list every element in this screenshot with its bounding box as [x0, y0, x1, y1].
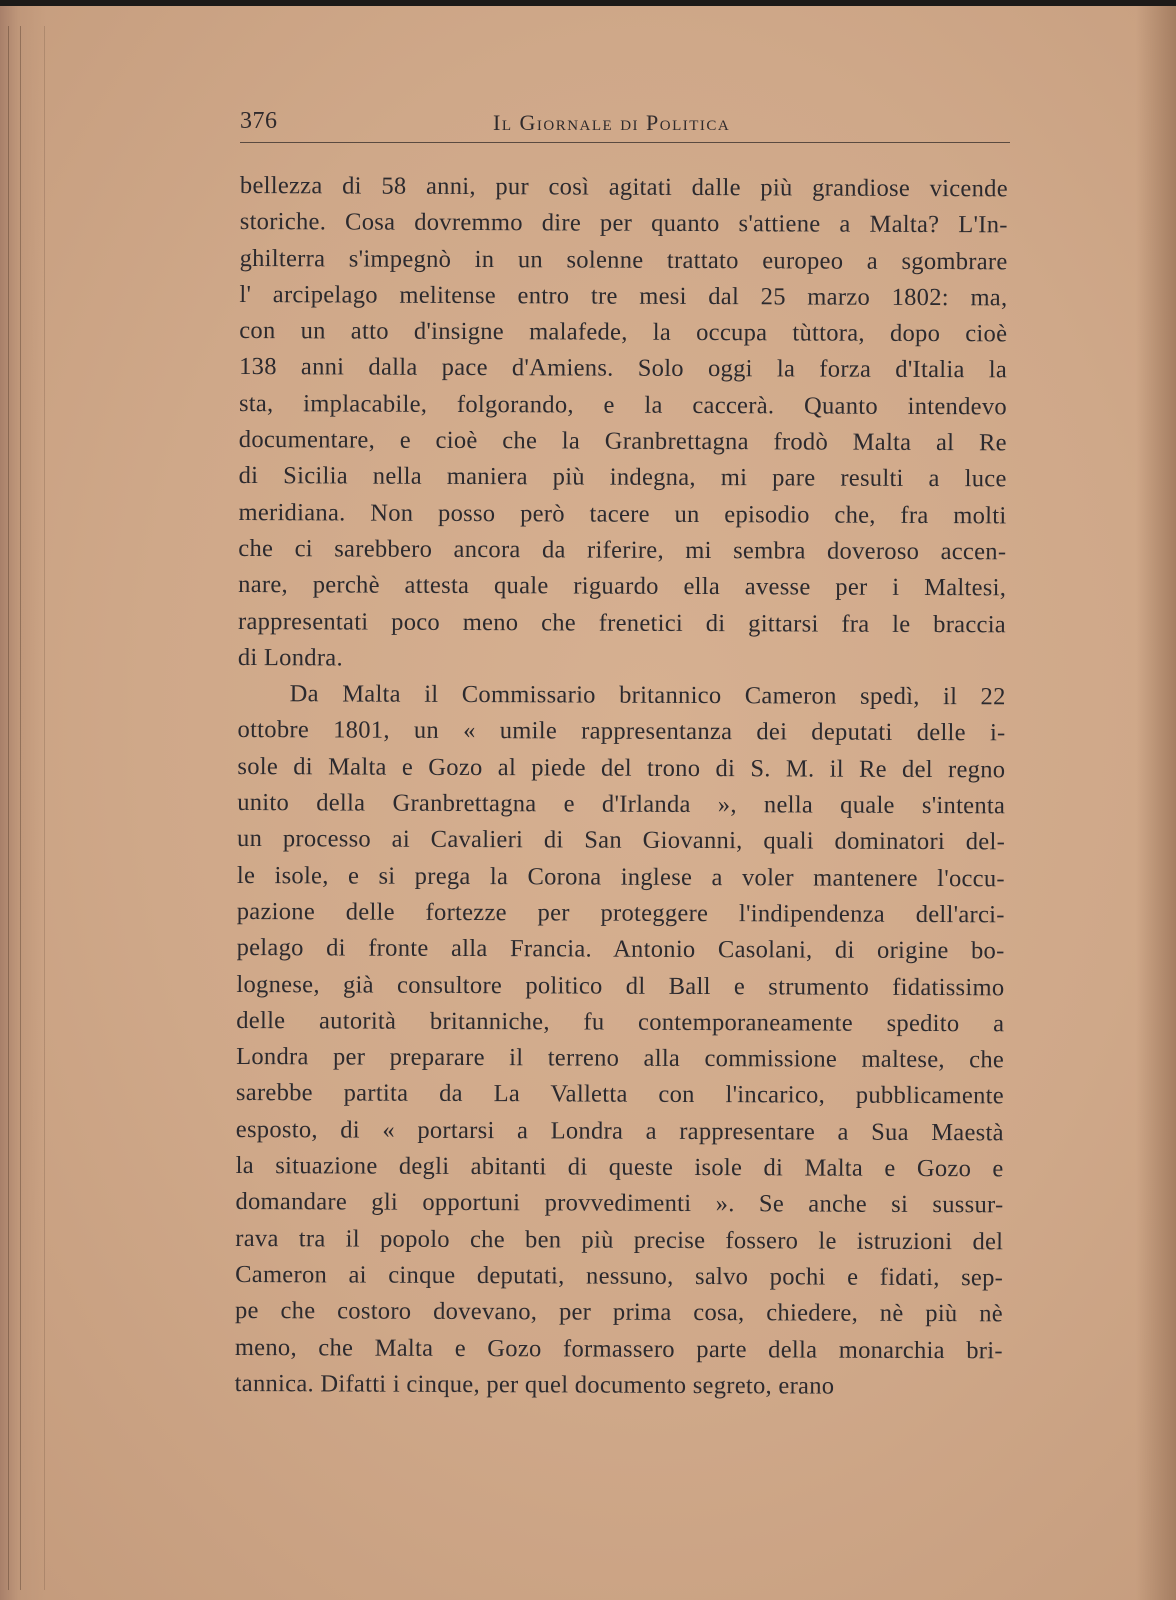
text-line: sarebbe partita da La Valletta con l'incarico, pubblicamente	[235, 1079, 1005, 1110]
gutter-edge-line	[8, 26, 9, 1590]
gutter-edge-line	[44, 26, 45, 1590]
page-number: 376	[240, 108, 278, 134]
text-line: la situazione degli abitanti di queste isole di Malta e Gozo e	[235, 1152, 1004, 1183]
book-page	[0, 6, 1176, 1600]
binding-gutter	[0, 6, 46, 1600]
text-line: meridiana. Non posso però tacere un episodio che, fra molti	[238, 498, 1007, 530]
text-line: che ci sarebbero ancora da riferire, mi sembra doveroso accen-	[238, 534, 1007, 566]
text-line: sta, implacabile, folgorando, e la caccerà. Quanto intendevo	[238, 389, 1008, 421]
running-header	[240, 104, 1010, 143]
text-line: documentare, e cioè che la Granbrettagna frodò Malta al Re	[238, 426, 1007, 457]
text-line: pelago di fronte alla Francia. Antonio Casolani, di origine bo-	[236, 934, 1005, 965]
text-line: Londra per preparare il terreno alla commissione maltese, che	[236, 1043, 1005, 1074]
text-line: l' arcipelago melitense entro tre mesi dal 25 marzo 1802: ma,	[239, 280, 1008, 312]
text-line: ghilterra s'impegnò in un solenne trattato europeo a sgombrare	[239, 244, 1008, 275]
text-line: di Sicilia nella maniera più indegna, mi pare resulti a luce	[238, 462, 1007, 493]
text-line: ottobre 1801, un « umile rappresentanza dei deputati delle i-	[237, 716, 1006, 747]
gutter-edge-line	[20, 26, 21, 1590]
text-line: delle autorità britanniche, fu contemporaneamente spedito a	[236, 1006, 1005, 1038]
text-line: esposto, di « portarsi a Londra a rappresentare a Sua Maestà	[235, 1115, 1004, 1147]
text-line: pazione delle fortezze per proteggere l'indipendenza dell'arci-	[236, 897, 1005, 929]
text-line: 138 anni dalla pace d'Amiens. Solo oggi la forza d'Italia la	[239, 353, 1008, 384]
page-right-edge	[1136, 6, 1176, 1600]
text-line: Cameron ai cinque deputati, nessuno, salvo pochi e fidati, sep-	[235, 1260, 1004, 1292]
text-line: un processo ai Cavalieri di San Giovanni, quali dominatori del-	[237, 825, 1006, 856]
text-line: lognese, già consultore politico dl Ball e strumento fidatissimo	[236, 970, 1005, 1001]
text-line: storiche. Cosa dovremmo dire per quanto s'attiene a Malta? L'In-	[239, 208, 1008, 239]
text-line: con un atto d'insigne malafede, la occupa tùttora, dopo cioè	[239, 317, 1008, 348]
journal-title: Il Giornale di Politica	[493, 110, 731, 135]
text-line: domandare gli opportuni provvedimenti ». Se anche si sussur-	[235, 1188, 1004, 1219]
text-line: le isole, e si prega la Corona inglese a voler mantenere l'occu-	[236, 861, 1005, 892]
text-line: unito della Granbrettagna e d'Irlanda », nella quale s'intenta	[237, 789, 1006, 820]
text-line: nare, perchè attesta quale riguardo ella avesse per i Maltesi,	[238, 571, 1007, 602]
text-line: tannica. Difatti i cinque, per quel documento segreto, erano	[234, 1369, 835, 1400]
text-line: rappresentati poco meno che frenetici di gittarsi fra le braccia	[237, 607, 1007, 638]
text-line: di Londra.	[237, 643, 343, 672]
paragraph	[235, 676, 1006, 1405]
paragraph	[238, 168, 1008, 680]
text-line: rava tra il popolo che ben più precise fossero le istruzioni del	[235, 1224, 1004, 1255]
text-line: meno, che Malta e Gozo formassero parte della monarchia bri-	[234, 1333, 1003, 1364]
text-line: sole di Malta e Gozo al piede del trono di S. M. il Re del regno	[237, 752, 1006, 784]
text-line: pe che costoro dovevano, per prima cosa, chiedere, nè più nè	[234, 1297, 1004, 1328]
body-text	[235, 168, 1008, 1405]
text-line: Da Malta il Commissario britannico Cameron spedì, il 22	[289, 680, 1006, 711]
text-line: bellezza di 58 anni, pur così agitati dalle più grandiose vicende	[239, 171, 1008, 203]
